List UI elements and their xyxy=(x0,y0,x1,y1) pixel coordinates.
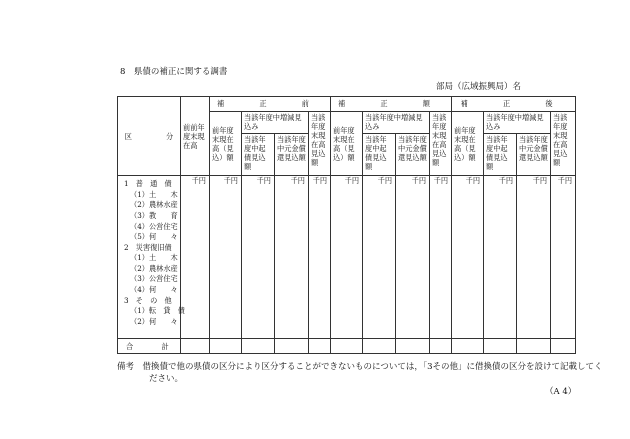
total-cell xyxy=(181,339,210,354)
total-row-label xyxy=(118,339,181,354)
department-label: 部局（広域振興局）名 xyxy=(436,82,522,92)
total-cell xyxy=(363,339,396,354)
unit-label: 千円 xyxy=(210,176,242,339)
total-label-2: 計 xyxy=(161,341,169,351)
unit-label: 千円 xyxy=(309,176,331,339)
list-item: 1 普 通 債 xyxy=(124,179,172,189)
total-cell xyxy=(242,339,275,354)
total-cell xyxy=(551,339,576,354)
group-after: 補 正 後 xyxy=(452,97,576,112)
unit-label: 千円 xyxy=(551,176,576,339)
page-size-label: （A 4） xyxy=(545,387,577,397)
prev-year-header: 前年度末現在高（見込）額 xyxy=(452,111,484,175)
list-item: 2 災害復旧債 xyxy=(124,242,172,252)
total-cell xyxy=(452,339,484,354)
issue-header: 当該年度中起債見込額 xyxy=(484,134,517,176)
list-item: （2）農林水産 xyxy=(130,200,178,210)
unit-label: 千円 xyxy=(275,176,309,339)
unit-label: 千円 xyxy=(363,176,396,339)
redemption-header: 当該年度中元金償還見込額 xyxy=(275,134,309,176)
kubun-header xyxy=(118,97,181,176)
unit-label: 千円 xyxy=(331,176,363,339)
change-group-header: 当該年度中増減見込み xyxy=(242,111,309,133)
total-cell xyxy=(275,339,309,354)
list-item: （1）土 木 xyxy=(130,253,178,263)
change-group-header: 当該年度中増減見込み xyxy=(484,111,551,133)
total-cell xyxy=(210,339,242,354)
unit-label: 千円 xyxy=(517,176,551,339)
total-label-1: 合 xyxy=(126,341,134,351)
bond-correction-table xyxy=(117,96,576,354)
document-title: 8 県債の補正に関する調書 xyxy=(120,67,228,77)
unit-label: 千円 xyxy=(430,176,452,339)
year-end-header: 当該年度末現在高見込額 xyxy=(309,111,331,175)
total-cell xyxy=(430,339,452,354)
redemption-header: 当該年度中元金償還見込額 xyxy=(396,134,430,176)
list-item: 3 そ の 他 xyxy=(124,295,172,305)
year-end-header: 当該年度末現在高見込額 xyxy=(551,111,576,175)
zenzen-header: 前前年度末現在高 xyxy=(181,97,210,176)
kubun-label-1: 区 xyxy=(124,131,132,141)
total-cell xyxy=(484,339,517,354)
remarks-line-2: ださい。 xyxy=(149,374,184,384)
list-item: （4）何 々 xyxy=(130,285,178,295)
unit-label: 千円 xyxy=(396,176,430,339)
change-group-header: 当該年度中増減見込み xyxy=(363,111,430,133)
list-item: （2）農林水産 xyxy=(130,263,178,273)
unit-label: 千円 xyxy=(484,176,517,339)
prev-year-header: 前年度末現在高（見込）額 xyxy=(210,111,242,175)
list-item: （1）転 貸 債 xyxy=(130,306,185,316)
unit-label: 千円 xyxy=(242,176,275,339)
group-before: 補 正 前 xyxy=(210,97,331,112)
issue-header: 当該年度中起債見込額 xyxy=(242,134,275,176)
prev-year-header: 前年度末現在高（見込）額 xyxy=(331,111,363,175)
remarks-line-1: 備考 借換債で他の県債の区分により区分することができないものについては，「3その他」に借換債の区分を設けて記載してく xyxy=(117,362,603,372)
unit-label: 千円 xyxy=(452,176,484,339)
list-item: （2）何 々 xyxy=(130,316,178,326)
list-item: （3）公営住宅 xyxy=(130,274,178,284)
total-cell xyxy=(331,339,363,354)
list-item: （4）公営住宅 xyxy=(130,221,178,231)
issue-header: 当該年度中起債見込額 xyxy=(363,134,396,176)
list-item: （1）土 木 xyxy=(130,189,178,199)
kubun-label-2: 分 xyxy=(166,131,174,141)
total-cell xyxy=(517,339,551,354)
list-item: （5）何 々 xyxy=(130,232,178,242)
redemption-header: 当該年度中元金償還見込額 xyxy=(517,134,551,176)
group-amount: 補 正 額 xyxy=(331,97,452,112)
total-cell xyxy=(309,339,331,354)
list-item: （3）教 育 xyxy=(130,210,178,220)
unit-label: 千円 xyxy=(181,176,210,339)
year-end-header: 当該年度末現在高見込額 xyxy=(430,111,452,175)
item-list xyxy=(118,176,185,339)
total-cell xyxy=(396,339,430,354)
